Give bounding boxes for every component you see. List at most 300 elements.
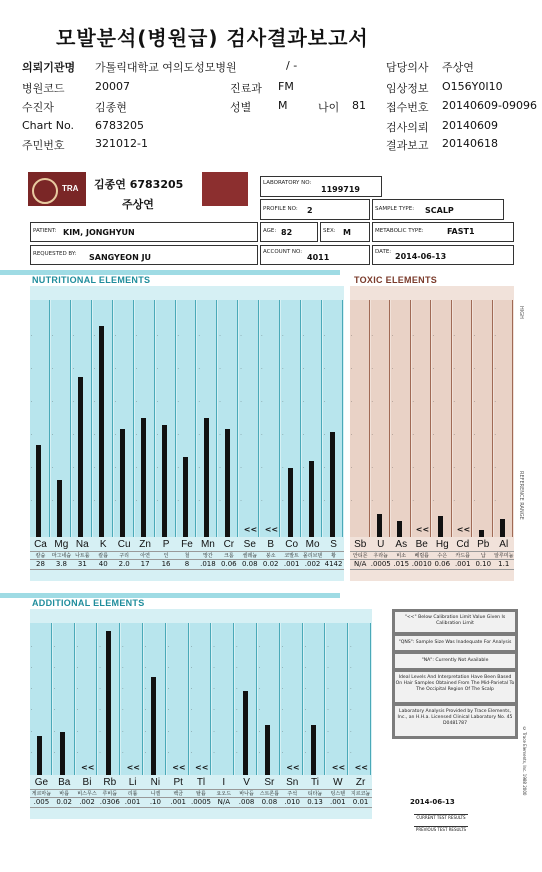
tick-mark: · bbox=[114, 398, 116, 404]
tick-mark: · bbox=[259, 749, 261, 755]
bar-as bbox=[397, 521, 402, 537]
tick-mark: · bbox=[72, 497, 75, 503]
element-korean-name: 게르마늄 bbox=[31, 791, 52, 797]
element-symbol: Mg bbox=[54, 539, 69, 550]
below-limit-marker: << bbox=[81, 763, 95, 772]
tick-mark: · bbox=[76, 686, 78, 692]
chart-column-i bbox=[212, 623, 234, 775]
card-age-label: AGE: bbox=[263, 228, 277, 234]
ssn-label: 주민번호 bbox=[22, 139, 65, 152]
table-rule bbox=[350, 569, 514, 570]
tick-mark: · bbox=[31, 431, 33, 437]
chart-column-be bbox=[412, 300, 435, 537]
tick-mark: · bbox=[167, 644, 170, 650]
tick-mark: · bbox=[122, 707, 124, 713]
tick-mark: · bbox=[122, 749, 124, 755]
tick-mark: · bbox=[303, 398, 305, 404]
footer-previous: PREVIOUS TEST RESULTS bbox=[415, 827, 467, 832]
tick-mark: · bbox=[350, 728, 352, 734]
tick-mark: · bbox=[281, 644, 284, 650]
element-symbol: Ba bbox=[58, 777, 71, 788]
tick-mark: · bbox=[177, 398, 179, 404]
element-korean-name: 셀레늄 bbox=[242, 553, 258, 559]
card-patient-value: KIM, JONGHYUN bbox=[63, 228, 135, 237]
element-value: 28 bbox=[36, 560, 45, 568]
tick-mark: · bbox=[259, 686, 261, 692]
sex-label: 성별 bbox=[230, 101, 252, 114]
element-symbol: Hg bbox=[435, 539, 449, 550]
tick-mark: · bbox=[145, 749, 147, 755]
footer-date: 2014-06-13 bbox=[410, 798, 455, 806]
table-rule bbox=[30, 797, 372, 798]
tick-mark: · bbox=[453, 398, 455, 404]
element-korean-name: 비소 bbox=[396, 553, 407, 559]
note-lt-box bbox=[395, 612, 515, 632]
element-value: 0.13 bbox=[307, 798, 323, 806]
report-label: 결과보고 bbox=[386, 139, 429, 152]
element-value: 0.02 bbox=[56, 798, 72, 806]
below-limit-marker: << bbox=[195, 763, 209, 772]
element-symbol: Ti bbox=[311, 777, 319, 788]
tick-mark: · bbox=[198, 464, 200, 470]
note-lab: Laboratory Analysis Provided by Trace Elements, Inc., an H.H.a. Licensed Clinical Laboratory No. 45 D0481787 bbox=[397, 709, 513, 726]
bar-ni bbox=[151, 677, 156, 775]
bar-cu bbox=[120, 429, 125, 537]
tick-mark: · bbox=[351, 398, 353, 404]
tick-mark: · bbox=[213, 644, 215, 650]
tick-mark: · bbox=[190, 707, 192, 713]
element-korean-name: 티타늄 bbox=[307, 791, 323, 797]
tick-mark: · bbox=[327, 749, 329, 755]
element-korean-name: 몰리브덴 bbox=[302, 553, 323, 559]
element-korean-name: 수은 bbox=[437, 553, 448, 559]
tick-mark: · bbox=[213, 707, 215, 713]
element-value: 0.01 bbox=[352, 798, 369, 806]
request-value: 20140609 bbox=[442, 119, 498, 132]
below-limit-marker: << bbox=[331, 763, 346, 772]
tick-mark: · bbox=[145, 707, 147, 713]
element-value: 0.08 bbox=[241, 560, 258, 568]
tick-mark: · bbox=[236, 686, 238, 692]
tick-mark: · bbox=[303, 332, 305, 338]
tick-mark: · bbox=[93, 431, 96, 437]
element-value: 4142 bbox=[324, 560, 343, 568]
tick-mark: · bbox=[53, 686, 56, 692]
tick-mark: · bbox=[327, 728, 329, 734]
tick-mark: · bbox=[304, 728, 306, 734]
element-korean-name: 아연 bbox=[140, 553, 150, 559]
tick-mark: · bbox=[31, 644, 33, 650]
tick-mark: · bbox=[31, 365, 33, 371]
element-symbol: Pt bbox=[173, 777, 183, 788]
element-korean-name: 주석 bbox=[287, 791, 298, 797]
tick-mark: · bbox=[304, 707, 306, 713]
tick-mark: · bbox=[281, 728, 284, 734]
patient-box bbox=[30, 222, 258, 242]
tick-mark: · bbox=[99, 749, 101, 755]
tick-mark: · bbox=[190, 749, 192, 755]
tick-mark: · bbox=[453, 431, 455, 437]
tick-mark: · bbox=[114, 431, 116, 437]
element-symbol: Li bbox=[128, 777, 137, 788]
tick-mark: · bbox=[281, 665, 284, 671]
lab-no-label: LABORATORY NO: bbox=[263, 180, 312, 186]
tick-mark: · bbox=[303, 365, 305, 371]
tick-mark: · bbox=[327, 665, 329, 671]
element-symbol: Sr bbox=[264, 777, 275, 788]
element-korean-name: 칼륨 bbox=[98, 553, 109, 559]
doctor-name: 주상연 bbox=[122, 198, 154, 211]
element-value: 3.8 bbox=[55, 560, 67, 568]
element-symbol: Zr bbox=[355, 777, 366, 788]
element-korean-name: 알루미늄 bbox=[494, 553, 514, 559]
bar-sr bbox=[265, 725, 270, 775]
tick-mark: · bbox=[433, 464, 435, 470]
element-symbol: Cu bbox=[117, 539, 131, 550]
tick-mark: · bbox=[135, 365, 137, 371]
element-value: .018 bbox=[200, 560, 216, 568]
element-korean-name: 베릴륨 bbox=[414, 553, 429, 559]
element-value: .0005 bbox=[190, 798, 212, 806]
element-symbol: Na bbox=[75, 539, 89, 550]
tick-mark: · bbox=[494, 332, 496, 338]
tick-mark: · bbox=[433, 497, 435, 503]
element-korean-name: 카드뮴 bbox=[455, 553, 470, 559]
report-card bbox=[22, 166, 537, 842]
tick-mark: · bbox=[350, 707, 352, 713]
element-symbol: Al bbox=[499, 539, 509, 550]
bar-fe bbox=[183, 457, 188, 537]
element-value: .0306 bbox=[99, 798, 120, 806]
tick-mark: · bbox=[31, 398, 33, 404]
element-value: .10 bbox=[149, 798, 161, 806]
tick-mark: · bbox=[99, 665, 101, 671]
element-value: .002 bbox=[304, 560, 321, 568]
element-symbol: Mo bbox=[305, 539, 320, 550]
tick-mark: · bbox=[281, 749, 284, 755]
element-value: 8 bbox=[184, 560, 190, 568]
tick-mark: · bbox=[240, 431, 242, 437]
tick-mark: · bbox=[198, 332, 200, 338]
tick-mark: · bbox=[167, 707, 170, 713]
tick-mark: · bbox=[474, 464, 476, 470]
tick-mark: · bbox=[31, 749, 33, 755]
tick-mark: · bbox=[412, 431, 414, 437]
toxic-title: TOXIC ELEMENTS bbox=[354, 275, 438, 285]
sex-box bbox=[320, 222, 370, 242]
bar-k bbox=[99, 326, 104, 537]
tick-mark: · bbox=[324, 398, 326, 404]
element-symbol: B bbox=[267, 539, 275, 550]
bar-v bbox=[243, 691, 248, 775]
bar-cr bbox=[225, 429, 230, 537]
patient-name-id: 김종연 6783205 bbox=[94, 178, 184, 191]
note-lt: "<<" Below Calibration Limit Value Given Is Calibration Limit bbox=[404, 615, 506, 626]
tick-mark: · bbox=[198, 431, 200, 437]
element-value: .001 bbox=[124, 798, 141, 806]
tick-mark: · bbox=[51, 365, 54, 371]
toxic-chart bbox=[350, 286, 514, 581]
tick-mark: · bbox=[351, 332, 353, 338]
element-korean-name: 납 bbox=[480, 553, 486, 559]
tick-mark: · bbox=[190, 686, 192, 692]
below-limit-marker: << bbox=[126, 763, 140, 772]
tick-mark: · bbox=[259, 728, 261, 734]
element-korean-name: 망간 bbox=[203, 553, 213, 559]
tick-mark: · bbox=[53, 665, 56, 671]
tick-mark: · bbox=[219, 398, 221, 404]
element-korean-name: 탈륨 bbox=[196, 791, 206, 797]
note-ideal-box bbox=[395, 672, 515, 702]
tick-mark: · bbox=[99, 707, 101, 713]
date-value: 2014-06-13 bbox=[395, 252, 447, 261]
element-value: N/A bbox=[217, 798, 230, 806]
tick-mark: · bbox=[51, 398, 54, 404]
tick-mark: · bbox=[219, 365, 221, 371]
below-limit-marker: << bbox=[456, 525, 471, 534]
receipt-value: 20140609-09096 bbox=[442, 99, 537, 112]
ssn-value: 321012-1 bbox=[95, 137, 148, 150]
tick-mark: · bbox=[156, 332, 158, 338]
note-ideal: Ideal Levels And Interpretation Have Been Based On Hair Samples Obtained From The Mid-Parietal To The Occipital Region Of The Scalp bbox=[395, 675, 515, 692]
element-symbol: Zn bbox=[139, 539, 151, 550]
element-value: 0.10 bbox=[475, 560, 492, 568]
tick-mark: · bbox=[76, 749, 78, 755]
element-symbol: K bbox=[99, 539, 107, 550]
element-korean-name: 비스무스 bbox=[77, 791, 97, 797]
tick-mark: · bbox=[99, 686, 101, 692]
tick-mark: · bbox=[177, 431, 179, 437]
tick-mark: · bbox=[51, 497, 54, 503]
element-symbol: Co bbox=[285, 539, 299, 550]
tick-mark: · bbox=[236, 728, 238, 734]
chart-no-label: Chart No. bbox=[22, 119, 74, 132]
receipt-label: 접수번호 bbox=[386, 101, 429, 114]
tick-mark: · bbox=[259, 707, 261, 713]
tick-mark: · bbox=[282, 332, 284, 338]
tick-mark: · bbox=[236, 749, 238, 755]
chart-column-tl bbox=[190, 623, 215, 775]
tick-mark: · bbox=[412, 365, 414, 371]
tick-mark: · bbox=[177, 332, 179, 338]
tick-mark: · bbox=[99, 644, 101, 650]
chart-no-value: 6783205 bbox=[95, 119, 144, 132]
element-value: 0.06 bbox=[221, 560, 237, 568]
institution-value: 가톨릭대학교 여의도성모병원 bbox=[95, 61, 237, 74]
element-value: N/A bbox=[354, 560, 367, 568]
hospital-code-label: 병원코드 bbox=[22, 82, 65, 95]
age-label: 나이 bbox=[318, 101, 340, 114]
globe-icon bbox=[32, 178, 58, 204]
element-korean-name: 마그네슘 bbox=[51, 553, 72, 559]
tick-mark: · bbox=[51, 431, 54, 437]
tick-mark: · bbox=[392, 332, 394, 338]
age-box bbox=[260, 222, 318, 242]
element-symbol: Fe bbox=[181, 539, 193, 550]
element-korean-name: 바나듐 bbox=[239, 791, 254, 797]
element-value: .001 bbox=[283, 560, 300, 568]
tick-mark: · bbox=[303, 497, 305, 503]
element-value: .001 bbox=[329, 798, 346, 806]
tick-mark: · bbox=[371, 332, 373, 338]
chart-column-zr bbox=[349, 623, 371, 775]
bar-ba bbox=[60, 732, 65, 775]
metabolic-box bbox=[372, 222, 514, 242]
dash-value: / - bbox=[286, 59, 298, 72]
tick-mark: · bbox=[31, 686, 33, 692]
element-value: 31 bbox=[77, 560, 87, 568]
table-rule bbox=[350, 559, 514, 560]
bar-u bbox=[377, 514, 382, 537]
tick-mark: · bbox=[327, 644, 329, 650]
profile-label: PROFILE NO: bbox=[263, 206, 298, 212]
tick-mark: · bbox=[31, 728, 33, 734]
clinical-label: 임상정보 bbox=[386, 82, 429, 95]
element-symbol: I bbox=[222, 777, 226, 788]
table-rule bbox=[30, 807, 372, 808]
element-symbol: U bbox=[377, 539, 385, 550]
tick-mark: · bbox=[412, 332, 414, 338]
tick-mark: · bbox=[261, 365, 263, 371]
profile-box bbox=[260, 199, 370, 220]
side-ref-label: REFERENCE RANGE bbox=[518, 471, 524, 520]
card-sex-value: M bbox=[343, 228, 351, 237]
tick-mark: · bbox=[122, 644, 124, 650]
tick-mark: · bbox=[219, 431, 221, 437]
table-rule bbox=[30, 551, 344, 552]
tick-mark: · bbox=[135, 398, 137, 404]
bar-co bbox=[288, 468, 293, 537]
element-korean-name: 철 bbox=[184, 553, 190, 559]
tick-mark: · bbox=[392, 464, 394, 470]
tick-mark: · bbox=[53, 707, 56, 713]
element-value: .0010 bbox=[411, 560, 432, 568]
tick-mark: · bbox=[327, 686, 329, 692]
tick-mark: · bbox=[190, 728, 192, 734]
tick-mark: · bbox=[303, 464, 305, 470]
side-high-label: HIGH bbox=[518, 306, 524, 319]
tick-mark: · bbox=[392, 431, 394, 437]
bar-mn bbox=[204, 418, 209, 537]
chart-column-as bbox=[391, 300, 411, 537]
tick-mark: · bbox=[324, 332, 326, 338]
tick-mark: · bbox=[156, 398, 158, 404]
tick-mark: · bbox=[453, 332, 455, 338]
tick-mark: · bbox=[240, 497, 242, 503]
table-rule bbox=[350, 551, 514, 552]
requested-value: SANGYEON JU bbox=[89, 253, 152, 262]
note-lab-box bbox=[395, 706, 515, 736]
tick-mark: · bbox=[433, 431, 435, 437]
requested-label: REQUESTED BY: bbox=[33, 251, 77, 257]
element-value: 40 bbox=[98, 560, 108, 568]
tick-mark: · bbox=[213, 749, 215, 755]
tick-mark: · bbox=[93, 332, 96, 338]
tick-mark: · bbox=[351, 497, 353, 503]
tick-mark: · bbox=[494, 398, 496, 404]
below-limit-marker: << bbox=[415, 525, 430, 534]
element-symbol: Cr bbox=[223, 539, 235, 550]
bar-hg bbox=[438, 516, 443, 537]
hospital-code-value: 20007 bbox=[95, 80, 130, 93]
tick-mark: · bbox=[167, 728, 170, 734]
tick-mark: · bbox=[392, 497, 394, 503]
element-korean-name: 인 bbox=[163, 553, 169, 559]
table-rule bbox=[30, 789, 372, 790]
tick-mark: · bbox=[156, 431, 158, 437]
metabolic-label: METABOLIC TYPE: bbox=[375, 228, 424, 234]
notes-panel bbox=[392, 609, 518, 739]
card-patient-label: PATIENT: bbox=[33, 228, 57, 234]
below-limit-marker: << bbox=[286, 763, 300, 772]
element-korean-name: 우라늄 bbox=[373, 553, 388, 559]
below-limit-marker: << bbox=[243, 525, 258, 534]
bar-mo bbox=[309, 461, 314, 537]
tick-mark: · bbox=[494, 431, 496, 437]
element-korean-name: 니켈 bbox=[150, 791, 161, 797]
element-korean-name: 지르코늄 bbox=[350, 791, 371, 797]
element-symbol: Sb bbox=[354, 539, 367, 550]
tick-mark: · bbox=[261, 398, 263, 404]
tick-mark: · bbox=[219, 497, 221, 503]
chart-column-li bbox=[121, 623, 143, 775]
dept-value: FM bbox=[278, 80, 294, 93]
patient-value: 김종현 bbox=[95, 101, 127, 114]
tick-mark: · bbox=[474, 332, 476, 338]
tick-mark: · bbox=[304, 686, 306, 692]
chart-column-sn bbox=[281, 623, 303, 775]
bar-ca bbox=[36, 445, 41, 537]
tick-mark: · bbox=[219, 464, 221, 470]
tick-mark: · bbox=[76, 707, 78, 713]
element-korean-name: 크롬 bbox=[224, 553, 234, 559]
tick-mark: · bbox=[31, 464, 33, 470]
tick-mark: · bbox=[156, 365, 158, 371]
tick-mark: · bbox=[392, 398, 394, 404]
element-korean-name: 안티몬 bbox=[353, 553, 368, 559]
element-symbol: Bi bbox=[82, 777, 92, 788]
element-symbol: V bbox=[243, 777, 250, 788]
tick-mark: · bbox=[31, 707, 33, 713]
tick-mark: · bbox=[412, 398, 414, 404]
tick-mark: · bbox=[281, 707, 284, 713]
tick-mark: · bbox=[114, 464, 116, 470]
element-korean-name: 루비듐 bbox=[102, 791, 118, 797]
sex-value: M bbox=[278, 99, 288, 112]
tick-mark: · bbox=[72, 365, 75, 371]
element-korean-name: 구리 bbox=[119, 553, 130, 559]
requested-box bbox=[30, 245, 258, 265]
chart-column-al bbox=[494, 300, 514, 537]
tick-mark: · bbox=[282, 497, 284, 503]
tick-mark: · bbox=[261, 332, 263, 338]
tick-mark: · bbox=[494, 464, 496, 470]
element-korean-name: 리튬 bbox=[127, 791, 138, 797]
element-symbol: W bbox=[333, 777, 343, 788]
tick-mark: · bbox=[236, 644, 238, 650]
bar-ge bbox=[37, 736, 42, 775]
tick-mark: · bbox=[240, 464, 242, 470]
element-symbol: As bbox=[395, 539, 408, 550]
note-na-box bbox=[395, 654, 515, 668]
tick-mark: · bbox=[474, 398, 476, 404]
institution-label: 의뢰기관명 bbox=[22, 61, 76, 74]
tick-mark: · bbox=[135, 464, 137, 470]
lab-no-value: 1199719 bbox=[321, 185, 360, 194]
element-symbol: Cd bbox=[456, 539, 470, 550]
tick-mark: · bbox=[350, 665, 352, 671]
element-value: 0.08 bbox=[261, 798, 278, 806]
